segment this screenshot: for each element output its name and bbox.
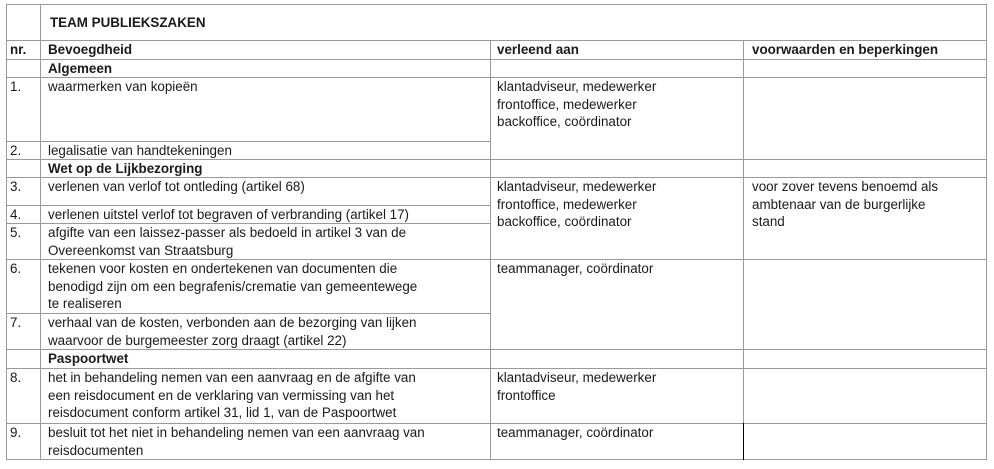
verleend-aan-text: frontoffice, medewerker [497,96,637,112]
verleend-aan-text: klantadviseur, medewerker [497,79,657,94]
row-bevoegdheid: verhaal van de kosten, verbonden aan de bezorging van lijken [48,315,417,330]
row-divider [6,4,986,5]
row-bevoegdheid: waarvoor de burgemeester zorg draagt (artikel 22) [48,332,347,348]
column-divider [986,4,987,460]
row-bevoegdheid: het in behandeling nemen van een aanvraag en de afgifte van [48,370,416,385]
column-divider [40,4,41,460]
header-verleend-aan: verleend aan [497,42,579,57]
row-nr: 8. [10,370,22,385]
verleend-aan-text: backoffice, coördinator [497,114,632,129]
row-bevoegdheid: te realiseren [48,296,122,311]
row-nr: 6. [10,261,22,276]
section-title-paspoortwet: Paspoortwet [48,351,129,366]
row-nr: 9. [10,425,22,440]
row-bevoegdheid: Overeenkomst van Straatsburg [48,242,234,258]
row-nr: 2. [10,143,22,158]
row-nr: 5. [10,225,22,240]
verleend-aan-text: backoffice, coördinator [497,214,632,229]
verleend-aan-text: klantadviseur, medewerker [497,179,657,194]
row-divider [6,349,986,350]
row-bevoegdheid: reisdocument conform artikel 31, lid 1, van de Paspoortwet [48,405,397,420]
column-divider [6,4,7,460]
header-bevoegdheid: Bevoegdheid [48,42,133,57]
verleend-aan-text: teammanager, coördinator [497,425,654,440]
row-bevoegdheid: waarmerken van kopieën [48,79,198,94]
header-nr: nr. [10,42,27,57]
verleend-aan-text: frontoffice [497,387,556,403]
voorwaarden-text: voor zover tevens benoemd als [752,179,939,194]
row-bevoegdheid: benodigd zijn om een begrafenis/crematie van gemeentewege [48,278,418,294]
row-nr: 7. [10,315,22,330]
row-nr: 3. [10,179,22,194]
row-nr: 4. [10,207,22,222]
column-divider [743,40,744,423]
verleend-aan-text: frontoffice, medewerker [497,196,637,212]
section-title-lijkbezorging: Wet op de Lijkbezorging [48,161,203,176]
section-title-algemeen: Algemeen [48,61,112,76]
column-divider [743,423,744,460]
row-nr: 1. [10,79,22,94]
row-bevoegdheid: reisdocumenten [48,442,144,458]
row-divider [6,59,986,60]
row-bevoegdheid: verlenen van verlof tot ontleding (artikel 68) [48,179,305,194]
row-bevoegdheid: afgifte van een laissez-passer als bedoeld in artikel 3 van de [48,225,407,240]
verleend-aan-text: klantadviseur, medewerker [497,370,657,385]
row-bevoegdheid: verlenen uitstel verlof tot begraven of verbranding (artikel 17) [48,207,409,222]
verleend-aan-text: teammanager, coördinator [497,261,654,276]
voorwaarden-text: ambtenaar van de burgerlijke [752,196,926,212]
row-bevoegdheid: besluit tot het niet in behandeling nemen van een aanvraag van [48,425,425,440]
row-bevoegdheid: een reisdocument en de verklaring van vermissing van het [48,387,395,403]
row-divider [6,459,986,460]
column-divider [490,40,491,460]
row-bevoegdheid: tekenen voor kosten en ondertekenen van documenten die [48,261,398,276]
row-bevoegdheid: legalisatie van handtekeningen [48,143,232,158]
voorwaarden-text: stand [752,214,785,229]
header-voorwaarden: voorwaarden en beperkingen [752,42,939,57]
table-title: TEAM PUBLIEKSZAKEN [50,15,206,30]
